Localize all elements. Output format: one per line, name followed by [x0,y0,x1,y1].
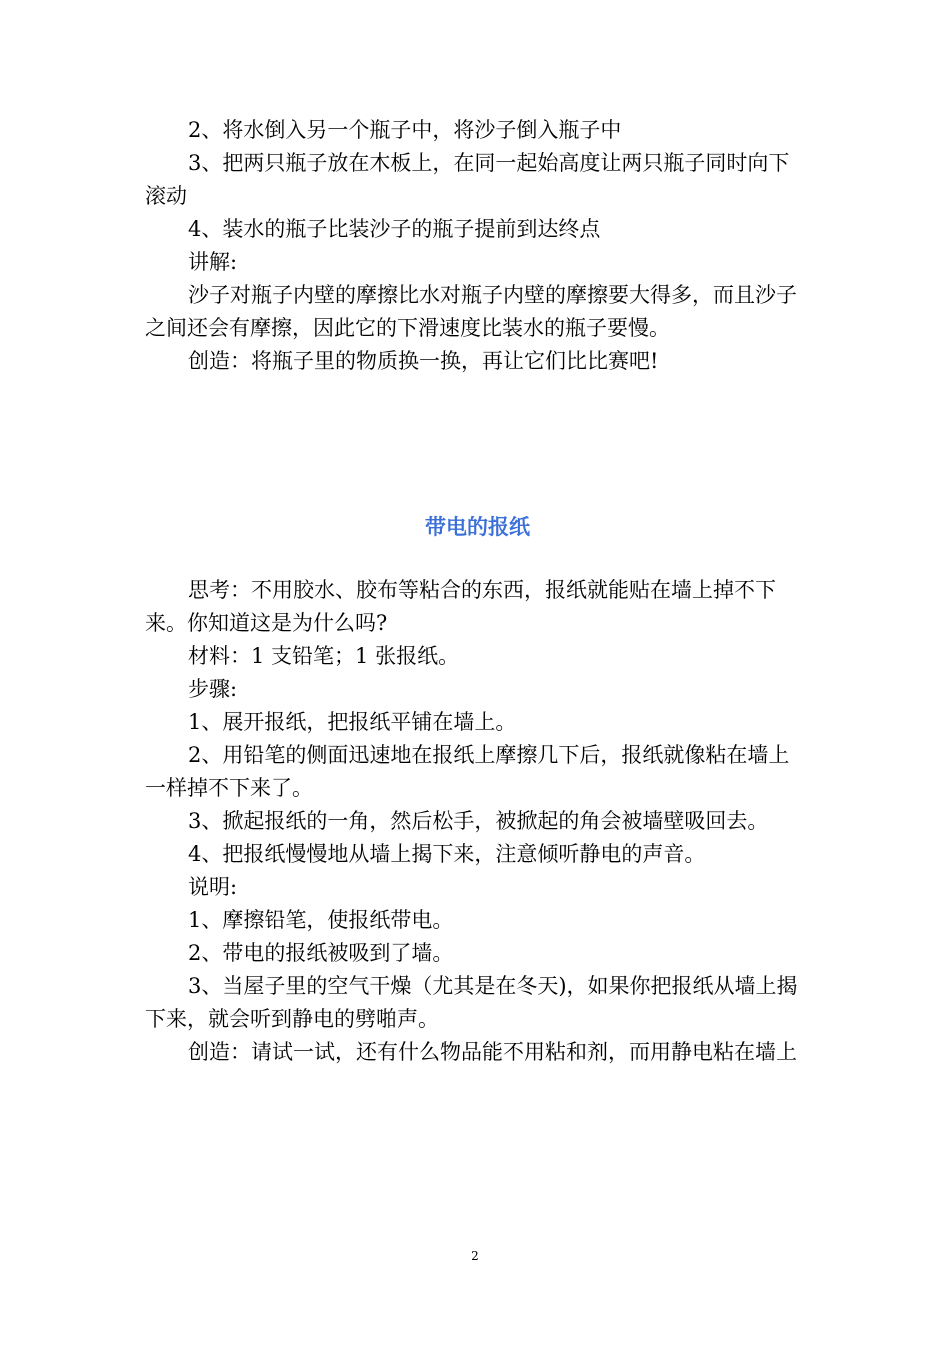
note-paragraph: 1、摩擦铅笔，使报纸带电。 [188,908,454,932]
creation-paragraph: 创造：请试一试，还有什么物品能不用粘和剂，而用静电粘在墙上 [188,1040,797,1064]
page-number: 2 [471,1249,479,1263]
note-paragraph: 3、当屋子里的空气干燥（尤其是在冬天)，如果你把报纸从墙上揭下来，就会听到静电的劈啪声。 [145,974,798,1031]
step-paragraph: 3、把两只瓶子放在木板上，在同一起始高度让两只瓶子同时向下滚动 [145,151,790,208]
section-one-body [145,114,810,378]
materials-paragraph: 材料：1 支铅笔；1 张报纸。 [188,644,460,668]
section-title: 带电的报纸 [425,514,530,539]
explanation-paragraph: 沙子对瓶子内壁的摩擦比水对瓶子内壁的摩擦要大得多，而且沙子之间还会有摩擦，因此它的下滑速度比装水的瓶子要慢。 [145,283,797,340]
creation-paragraph: 创造：将瓶子里的物质换一换，再让它们比比赛吧! [188,349,659,373]
step-paragraph: 2、将水倒入另一个瓶子中，将沙子倒入瓶子中 [188,118,622,142]
step-paragraph: 4、装水的瓶子比装沙子的瓶子提前到达终点 [188,217,601,241]
step-paragraph: 1、展开报纸，把报纸平铺在墙上。 [188,710,517,734]
section-two-body [145,574,810,1069]
step-paragraph: 3、掀起报纸的一角，然后松手，被掀起的角会被墙壁吸回去。 [188,809,769,833]
steps-heading: 步骤: [188,677,238,701]
step-paragraph: 4、把报纸慢慢地从墙上揭下来，注意倾听静电的声音。 [188,842,706,866]
step-paragraph: 2、用铅笔的侧面迅速地在报纸上摩擦几下后，报纸就像粘在墙上一样掉不下来了。 [145,743,790,800]
think-paragraph: 思考：不用胶水、胶布等粘合的东西，报纸就能贴在墙上掉不下来。你知道这是为什么吗? [145,578,776,635]
notes-heading: 说明: [188,875,238,899]
explanation-heading: 讲解: [188,250,238,274]
note-paragraph: 2、带电的报纸被吸到了墙。 [188,941,454,965]
